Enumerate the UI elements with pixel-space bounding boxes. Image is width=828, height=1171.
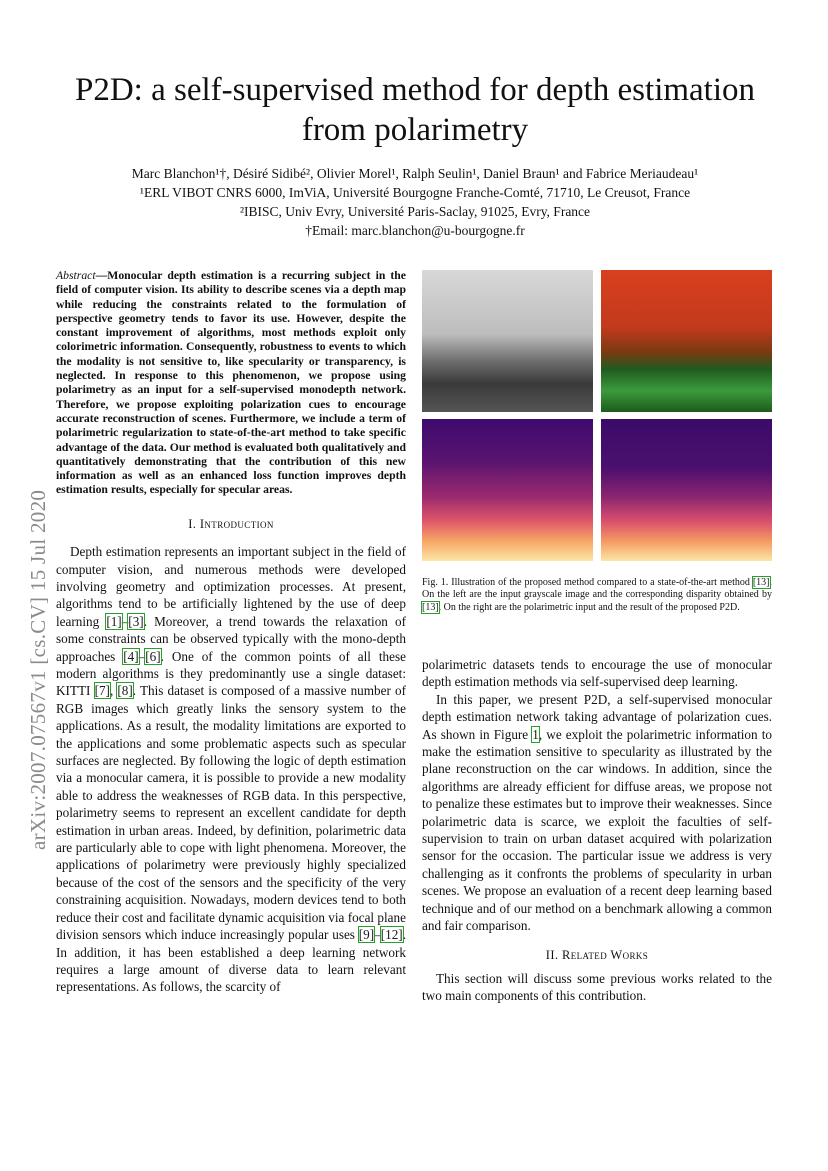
citation-link[interactable]: [9] [358, 927, 375, 943]
figure-link[interactable]: 1 [532, 726, 539, 742]
intro-paragraph: Depth estimation represents an important subject in the field of computer vision, and numerous methods were developed involving geometry and optimization processes. At present, algorithms tend to be artificially lightened by the use of deep learning [1]–[3]. Moreover, a trend towards the relaxation of some constraints can be observed typically with the mono-depth approaches [4]–[6]. One of the common points of all these modern algorithms is they predominantly use a single dataset: KITTI [7], [8]. This dataset is composed of a massive number of RGB images which greatly links the sensory system to the applications. As a result, the modality limitations are exported to the applications and some problematic aspects such as specular surfaces are neglected. By following the logic of depth estimation via a monocular camera, it is possible to provide a new modality able to address the weaknesses of RGB data. In this perspective, polarimetry seems to represent an excellent candidate for depth estimation in urban areas. Indeed, by definition, polarimetric data are particularly able to cope with light phenomena. Moreover, the applications of polarimetry were previously highly specialized because of the cost of the sensors and the specificity of the very constraining acquisition. Nowadays, modern devices tend to both reduce their cost and facilitate dynamic acquisition via focal plane division sensors which induce increasingly popular uses [9]–[12]. In addition, it has been established a deep learning network requires a large amount of diverse data to learn relevant representations. As follows, the scarcity of [56, 544, 406, 995]
citation-link[interactable]: [12] [380, 927, 403, 943]
baseline-disparity-image [422, 419, 593, 561]
right-paragraph-1: polarimetric datasets tends to encourage the use of monocular depth estimation methods via self-supervised deep learning. [422, 657, 772, 690]
title-line-2: from polarimetry [301, 112, 529, 148]
citation-link[interactable]: [8] [117, 683, 133, 699]
citation-link[interactable]: [6] [145, 648, 161, 664]
figure-caption: Fig. 1. Illustration of the proposed method compared to a state-of-the-art method [13]. On the left are the input grayscale image and the corresponding disparity obtained by [13]. On the right are the polarimetric input and the result of the proposed P2D. [422, 577, 772, 613]
arxiv-id-text: arXiv:2007.07567v1 [cs.CV] 15 Jul 2020 [26, 489, 50, 850]
citation-link[interactable]: [4] [123, 648, 139, 664]
left-column [56, 269, 406, 996]
right-column [422, 656, 772, 1005]
title-line-1: P2D: a self-supervised method for depth estimation [74, 72, 756, 108]
section-heading-related-works: II. Related Works [545, 947, 649, 962]
polarimetric-input-image [601, 270, 772, 412]
affiliation-2: ²IBISC, Univ Evry, Université Paris-Saclay, 91025, Evry, France [239, 204, 591, 219]
abstract-text: —Monocular depth estimation is a recurring subject in the field of computer vision. Its ability to describe scenes via a depth map while reducing the constraints related to the formulation of perspective geometry tends to favor its use. However, despite the constant improvement of algorithms, most methods exploit only colorimetric information. Consequently, robustness to events to which the modality is not sensitive to, like specularity or transparency, is neglected. In response to this phenomenon, we propose using polarimetry as an input for a self-supervised monodepth network. Therefore, we propose exploiting polarization cues to encourage accurate reconstruction of scenes. Furthermore, we include a term of polarimetric regularization to state-of-the-art method to take specific advantage of the data. Our method is evaluated both qualitatively and quantitatively demonstrating that the contribution of this new information as well as an enhanced loss function improves depth estimation results, especially for specular areas. [56, 269, 406, 497]
citation-link[interactable]: [3] [128, 613, 144, 629]
abstract-label: Abstract [56, 269, 96, 282]
abstract [56, 269, 406, 498]
author-block [40, 164, 790, 240]
right-paragraph-2: In this paper, we present P2D, a self-supervised monocular depth estimation network taking advantage of polarization cues. As shown in Figure 1, we exploit the polarimetric information to make the estimation sensitive to specularity as illustrated by the plane reconstruction on the car windows. In addition, since the algorithms are already efficient for diffuse areas, we propose not to penalize these estimates but to improve their weaknesses. Since polarimetric data is scarce, we exploit the faculties of self-supervision to train on urban dataset acquired with polarization sensor for the occasion. The particular issue we address is very challenging as it confronts the problems of specularity in urban scenes. We propose an evaluation of a recent deep learning based technique and of our method on a benchmark allowing a common and fair comparison. [422, 691, 772, 934]
right-paragraph-3: This section will discuss some previous works related to the two main components of this contribution. [422, 970, 772, 1004]
citation-link[interactable]: [1] [106, 613, 122, 629]
section-heading-introduction: I. Introduction [188, 516, 274, 531]
paper-title [40, 70, 790, 150]
citation-link[interactable]: [13] [422, 601, 439, 613]
grayscale-input-image [422, 270, 593, 412]
figure-1 [422, 270, 772, 563]
author-names: Marc Blanchon¹†, Désiré Sidibé², Olivier Morel¹, Ralph Seulin¹, Daniel Braun¹ and Fabrice Meriaudeau¹ [131, 166, 699, 181]
p2d-disparity-image [601, 419, 772, 561]
affiliation-1: ¹ERL VIBOT CNRS 6000, ImViA, Université Bourgogne Franche-Comté, 71710, Le Creusot, France [139, 185, 691, 200]
citation-link[interactable]: [13] [752, 577, 770, 588]
citation-link[interactable]: [7] [94, 683, 110, 699]
author-email[interactable]: †Email: marc.blanchon@u-bourgogne.fr [305, 223, 525, 238]
